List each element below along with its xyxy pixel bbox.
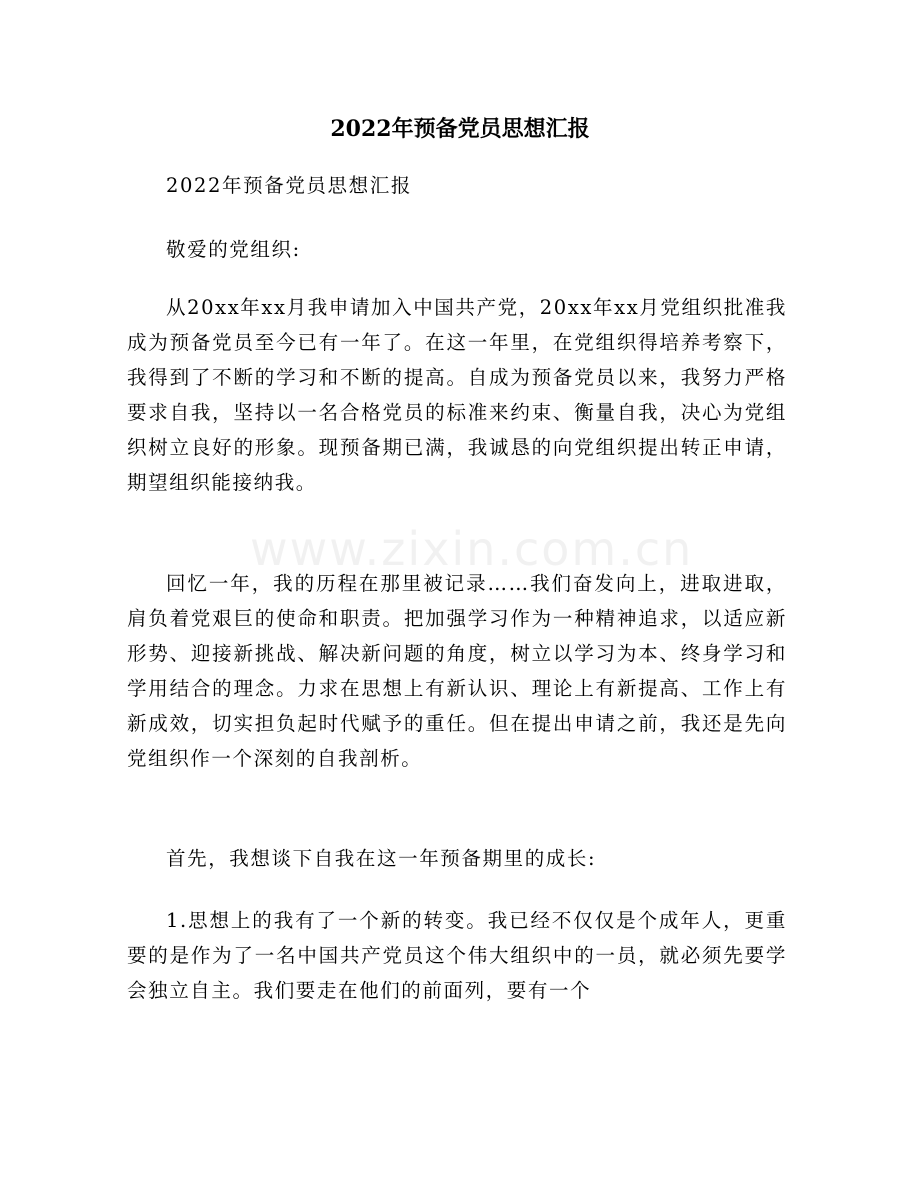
paragraph-body-2: 回忆一年，我的历程在那里被记录……我们奋发向上，进取进取，肩负着党艰巨的使命和职责。把加强学习作为一种精神追求，以适应新形势、迎接新挑战、解决新问题的角度，树立以学习为本、终身学习和学用结合的理念。力求在思想上有新认识、理论上有新提高、工作上有新成效，切实担负起时代赋予的重任。但在提出申请之前，我还是先向党组织作一个深刻的自我剖析。 — [127, 572, 787, 770]
paragraph-body-4: 1.思想上的我有了一个新的转变。我已经不仅仅是个成年人，更重要的是作为了一名中国共产党员这个伟大组织中的一员，就必须先要学会独立自主。我们要走在他们的前面列，要有一个 — [127, 909, 787, 1002]
document-title: 2022年预备党员思想汇报 — [330, 116, 590, 142]
paragraph-body-3: 首先，我想谈下自我在这一年预备期里的成长: — [166, 847, 597, 870]
watermark: www.zixin.com.cn — [250, 522, 694, 576]
paragraph-salutation: 敬爱的党组织: — [166, 238, 301, 261]
paragraph-body-1: 从20xx年xx月我申请加入中国共产党，20xx年xx月党组织批准我成为预备党员至今已有一年了。在这一年里，在党组织得培养考察下，我得到了不断的学习和不断的提高。自成为预备党员以来，我努力严格要求自我，坚持以一名合格党员的标准来约束、衡量自我，决心为党组织树立良好的形象。现预备期已满，我诚恳的向党组织提出转正申请，期望组织能接纳我。 — [127, 296, 788, 494]
paragraph-subtitle: 2022年预备党员思想汇报 — [166, 174, 412, 197]
